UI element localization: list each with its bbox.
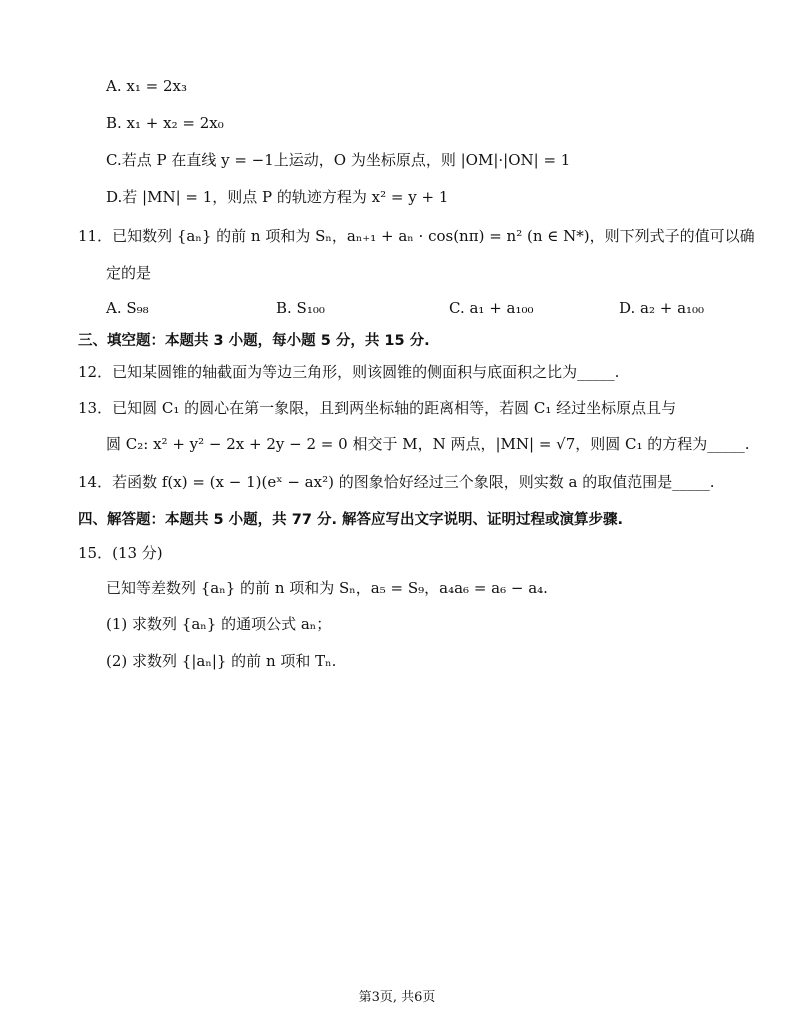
q10-option-b: B. x₁ + x₂ = 2x₀ — [106, 114, 224, 132]
section-3-heading: 三、填空题：本题共 3 小题，每小题 5 分，共 15 分. — [78, 333, 430, 349]
q11-stem-line2: 定的是 — [106, 264, 152, 282]
q15-stem: 已知等差数列 {aₙ} 的前 n 项和为 Sₙ，a₅ = S₉，a₄a₆ = a₆ − a₄. — [106, 579, 548, 597]
q11-option-c: C. a₁ + a₁₀₀ — [449, 299, 534, 317]
q11-option-b: B. S₁₀₀ — [276, 299, 325, 317]
page-footer: 第3页, 共6页 — [358, 990, 436, 1005]
q14: 14．若函数 f(x) = (x − 1)(eˣ − ax²) 的图象恰好经过三个象限，则实数 a 的取值范围是_____. — [78, 473, 715, 491]
q13-stem-line1: 13．已知圆 C₁ 的圆心在第一象限，且到两坐标轴的距离相等，若圆 C₁ 经过坐标原点且与 — [78, 399, 677, 417]
q15-part-1: (1) 求数列 {aₙ} 的通项公式 aₙ； — [106, 615, 332, 633]
q10-option-d: D.若 |MN| = 1，则点 P 的轨迹方程为 x² = y + 1 — [106, 188, 449, 206]
q11-stem-line1: 11．已知数列 {aₙ} 的前 n 项和为 Sₙ，aₙ₊₁ + aₙ · cos(nπ) = n² (n ∈ N*)，则下列式子的值可以确 — [78, 227, 755, 245]
q13-stem-line2: 圆 C₂: x² + y² − 2x + 2y − 2 = 0 相交于 M，N 两点，|MN| = √7，则圆 C₁ 的方程为_____. — [106, 435, 750, 453]
q12: 12．已知某圆锥的轴截面为等边三角形，则该圆锥的侧面积与底面积之比为_____. — [78, 363, 620, 381]
q10-option-c: C.若点 P 在直线 y = −1上运动，O 为坐标原点，则 |OM|·|ON| = 1 — [106, 151, 571, 169]
q11-option-a: A. S₉₈ — [106, 299, 149, 317]
q10-option-a: A. x₁ = 2x₃ — [106, 77, 187, 95]
section-4-heading: 四、解答题：本题共 5 小题，共 77 分. 解答应写出文字说明、证明过程或演算步骤. — [78, 512, 624, 528]
q11-option-d: D. a₂ + a₁₀₀ — [619, 299, 705, 317]
q15-header: 15．(13 分) — [78, 544, 163, 562]
q15-part-2: (2) 求数列 {|aₙ|} 的前 n 项和 Tₙ. — [106, 652, 337, 670]
